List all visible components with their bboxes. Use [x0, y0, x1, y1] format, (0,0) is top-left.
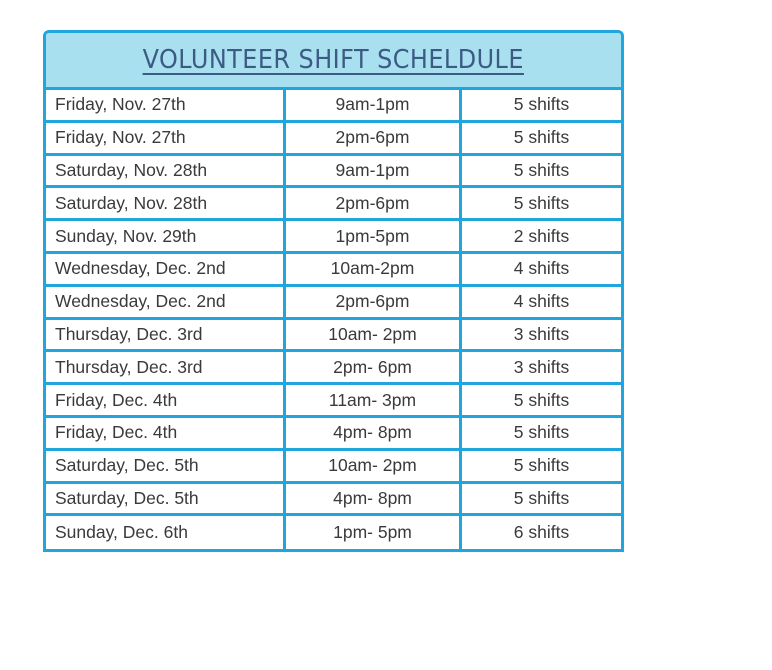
shift-count-cell: 2 shifts	[513, 225, 570, 246]
table-row	[46, 352, 621, 385]
table-row	[46, 484, 621, 517]
time-cell: 9am-1pm	[286, 156, 462, 186]
table-row	[46, 188, 621, 221]
time-cell: 10am- 2pm	[286, 320, 462, 350]
shift-schedule-table	[43, 30, 624, 552]
shift-count-cell: 5 shifts	[513, 487, 570, 508]
shift-count-cell: 5 shifts	[513, 94, 570, 115]
day-cell: Sunday, Nov. 29th	[46, 221, 286, 251]
table-row	[46, 221, 621, 254]
time-cell: 1pm-5pm	[286, 221, 462, 251]
schedule-rows	[46, 90, 621, 549]
time-cell: 2pm-6pm	[286, 287, 462, 317]
schedule-title: VOLUNTEER SHIFT SCHELDULE	[142, 45, 525, 75]
day-cell: Friday, Dec. 4th	[46, 418, 286, 448]
table-row	[46, 418, 621, 451]
shift-count-cell: 3 shifts	[513, 323, 570, 344]
table-row	[46, 320, 621, 353]
table-row	[46, 90, 621, 123]
table-row	[46, 516, 621, 549]
time-cell: 2pm- 6pm	[286, 352, 462, 382]
time-cell: 4pm- 8pm	[286, 484, 462, 514]
shift-count-cell: 5 shifts	[513, 127, 570, 148]
shift-count-cell: 5 shifts	[513, 422, 570, 443]
day-cell: Saturday, Dec. 5th	[46, 451, 286, 481]
time-cell: 4pm- 8pm	[286, 418, 462, 448]
table-row	[46, 156, 621, 189]
day-cell: Wednesday, Dec. 2nd	[46, 287, 286, 317]
time-cell: 2pm-6pm	[286, 123, 462, 153]
time-cell: 1pm- 5pm	[286, 516, 462, 549]
shift-count-cell: 4 shifts	[513, 258, 570, 279]
title-bar	[46, 33, 621, 90]
table-row	[46, 287, 621, 320]
day-cell: Friday, Dec. 4th	[46, 385, 286, 415]
shift-count-cell: 6 shifts	[513, 522, 570, 543]
day-cell: Friday, Nov. 27th	[46, 90, 286, 120]
day-cell: Saturday, Dec. 5th	[46, 484, 286, 514]
shift-count-cell: 5 shifts	[513, 455, 570, 476]
time-cell: 11am- 3pm	[286, 385, 462, 415]
table-row	[46, 123, 621, 156]
shift-count-cell: 5 shifts	[513, 389, 570, 410]
table-row	[46, 451, 621, 484]
day-cell: Saturday, Nov. 28th	[46, 188, 286, 218]
day-cell: Sunday, Dec. 6th	[46, 516, 286, 549]
day-cell: Saturday, Nov. 28th	[46, 156, 286, 186]
shift-count-cell: 4 shifts	[513, 291, 570, 312]
time-cell: 10am- 2pm	[286, 451, 462, 481]
time-cell: 10am-2pm	[286, 254, 462, 284]
time-cell: 2pm-6pm	[286, 188, 462, 218]
table-row	[46, 254, 621, 287]
day-cell: Thursday, Dec. 3rd	[46, 320, 286, 350]
time-cell: 9am-1pm	[286, 90, 462, 120]
shift-count-cell: 3 shifts	[513, 356, 570, 377]
shift-count-cell: 5 shifts	[513, 192, 570, 213]
day-cell: Thursday, Dec. 3rd	[46, 352, 286, 382]
table-row	[46, 385, 621, 418]
day-cell: Wednesday, Dec. 2nd	[46, 254, 286, 284]
day-cell: Friday, Nov. 27th	[46, 123, 286, 153]
shift-count-cell: 5 shifts	[513, 159, 570, 180]
